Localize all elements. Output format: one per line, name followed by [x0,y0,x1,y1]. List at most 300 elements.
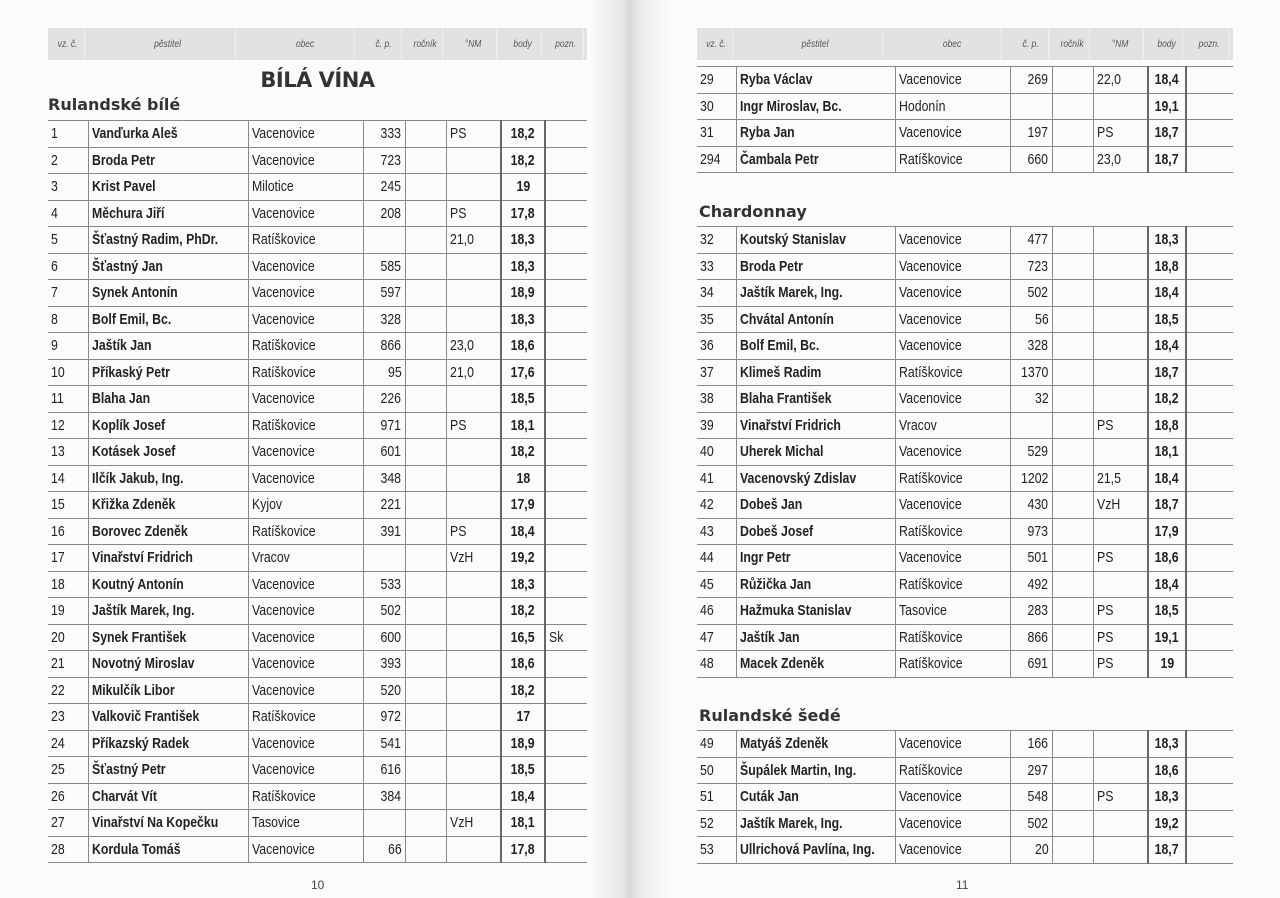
table-row [697,359,1233,386]
cell-village [248,253,363,280]
table-row [48,492,587,519]
cell-village [895,120,1010,147]
cell-village [248,227,363,254]
house-number-text: 597 [380,284,402,302]
points-text: 18,3 [1155,735,1179,753]
entry-number-text: 27 [51,814,65,832]
village-text: Ratíškovice [251,787,316,805]
cell-grower [88,333,248,360]
cell-house-number [363,492,405,519]
points-text: 18,6 [1155,761,1179,779]
cell-entry-number [48,810,88,837]
cell-grower [88,810,248,837]
cell-village [248,439,363,466]
cell-vintage [1052,598,1093,625]
must-weight-text: PS [449,522,466,540]
table-row [697,784,1233,811]
cell-grower [88,571,248,598]
cell-house-number [1010,333,1052,360]
cell-points [501,465,545,492]
points-text: 18,7 [1155,841,1179,859]
cell-vintage [1052,624,1093,651]
cell-note [1186,280,1233,307]
must-weight-text: PS [1096,655,1113,673]
cell-grower [736,253,895,280]
cell-points [501,783,545,810]
cell-must-weight [1093,492,1148,519]
entry-number-text: 9 [51,337,58,355]
cell-must-weight [1093,624,1148,651]
entry-number-text: 33 [700,257,714,275]
cell-village [248,386,363,413]
cell-points [1148,545,1186,572]
entry-number-text: 48 [700,655,714,673]
table-row [697,280,1233,307]
village-text: Ratíškovice [251,231,316,249]
points-text: 17,9 [511,496,535,514]
must-weight-text: PS [1096,628,1113,646]
cell-grower [88,598,248,625]
village-text: Vacenovice [251,602,315,620]
results-table-rulandske-sede [697,730,1233,864]
entry-number-text: 20 [51,628,65,646]
cell-grower [736,333,895,360]
house-number-text: 502 [380,602,402,620]
house-number-text: 66 [387,840,402,858]
cell-village [895,492,1010,519]
cell-points [1148,280,1186,307]
house-number-text: 601 [380,443,402,461]
cell-entry-number [697,93,736,120]
cell-entry-number [697,571,736,598]
grower-text: Příkazský Radek [91,734,189,752]
house-number-text: 328 [1027,337,1049,355]
entry-number-text: 13 [51,443,65,461]
cell-grower [736,93,895,120]
entry-number-text: 24 [51,734,65,752]
cell-grower [88,174,248,201]
cell-points [501,253,545,280]
village-text: Vacenovice [898,284,962,302]
table-row [48,783,587,810]
entry-number-text: 32 [700,231,714,249]
grower-text: Ullrichová Pavlína, Ing. [739,841,875,859]
points-text: 18,8 [1155,257,1179,275]
entry-number-text: 23 [51,708,65,726]
grower-text: Klimeš Radim [739,363,821,381]
cell-must-weight [446,227,501,254]
grower-text: Blaha František [739,390,832,408]
grower-text: Broda Petr [91,151,155,169]
cell-must-weight [446,280,501,307]
cell-must-weight [1093,280,1148,307]
cell-points [1148,227,1186,254]
grower-text: Dobeš Josef [739,522,813,540]
cell-note [545,253,587,280]
cell-grower [88,147,248,174]
cell-vintage [405,677,446,704]
cell-vintage [405,783,446,810]
village-text: Vacenovice [251,310,315,328]
cell-must-weight [446,465,501,492]
cell-entry-number [48,677,88,704]
cell-entry-number [48,492,88,519]
cell-house-number [1010,731,1052,758]
points-text: 18,4 [1155,337,1179,355]
cell-points [1148,67,1186,94]
cell-house-number [363,333,405,360]
column-header-house-number: č. p. [366,28,402,60]
cell-points [1148,120,1186,147]
points-text: 18,9 [511,734,535,752]
points-text: 18,2 [511,443,535,461]
table-row [697,731,1233,758]
house-number-text: 501 [1027,549,1049,567]
cell-note [545,359,587,386]
table-row [697,757,1233,784]
cell-entry-number [697,598,736,625]
cell-must-weight [1093,120,1148,147]
column-header-village: obec [257,28,355,60]
cell-note [1186,465,1233,492]
cell-vintage [1052,439,1093,466]
points-text: 18,3 [1155,231,1179,249]
village-text: Ratíškovice [898,522,963,540]
grower-text: Hažmuka Stanislav [739,602,851,620]
cell-grower [88,306,248,333]
cell-must-weight [446,704,501,731]
table-row [697,227,1233,254]
points-text: 17,8 [511,204,535,222]
table-row [48,704,587,731]
cell-village [895,359,1010,386]
cell-village [895,571,1010,598]
cell-entry-number [697,253,736,280]
cell-must-weight [446,836,501,863]
cell-note [545,598,587,625]
cell-village [248,651,363,678]
cell-note [545,518,587,545]
cell-vintage [405,704,446,731]
cell-house-number [363,147,405,174]
cell-house-number [1010,624,1052,651]
column-header-entry-number: vz. č. [51,28,85,60]
cell-note [1186,333,1233,360]
entry-number-text: 2 [51,151,58,169]
cell-note [545,730,587,757]
cell-grower [736,571,895,598]
entry-number-text: 30 [700,97,714,115]
cell-vintage [1052,784,1093,811]
cell-entry-number [48,651,88,678]
grower-text: Ryba Jan [739,124,795,142]
house-number-text: 723 [1027,257,1049,275]
grower-text: Novotný Miroslav [91,655,195,673]
cell-note [545,465,587,492]
cell-points [1148,253,1186,280]
cell-vintage [405,121,446,148]
cell-note [545,306,587,333]
cell-village [895,412,1010,439]
points-text: 18,5 [511,761,535,779]
cell-village [895,598,1010,625]
house-number-text: 221 [380,496,402,514]
entry-number-text: 42 [700,496,714,514]
cell-vintage [405,518,446,545]
cell-vintage [405,280,446,307]
cell-must-weight [1093,386,1148,413]
cell-house-number [363,412,405,439]
must-weight-text: PS [1096,549,1113,567]
house-number-text: 328 [380,310,402,328]
house-number-text: 384 [380,787,402,805]
entry-number-text: 1 [51,125,58,143]
cell-house-number [363,545,405,572]
cell-vintage [1052,571,1093,598]
table-row [48,545,587,572]
points-text: 18,3 [511,231,535,249]
cell-note [1186,93,1233,120]
must-weight-text: VzH [1096,496,1120,514]
grower-text: Ingr Petr [739,549,791,567]
points-text: 18,2 [511,602,535,620]
village-text: Vacenovice [251,257,315,275]
cell-grower [88,677,248,704]
cell-vintage [405,651,446,678]
cell-points [501,200,545,227]
village-text: Vacenovice [251,204,315,222]
cell-must-weight [1093,810,1148,837]
entry-number-text: 44 [700,549,714,567]
must-weight-text: VzH [449,814,473,832]
cell-points [501,624,545,651]
house-number-text: 1370 [1021,363,1049,381]
cell-entry-number [48,598,88,625]
cell-grower [736,386,895,413]
cell-must-weight [446,730,501,757]
cell-must-weight [1093,412,1148,439]
cell-grower [736,784,895,811]
grower-text: Koplík Josef [91,416,165,434]
cell-house-number [1010,545,1052,572]
cell-grower [88,730,248,757]
entry-number-text: 294 [700,150,721,168]
cell-must-weight [446,492,501,519]
house-number-text: 973 [1027,522,1049,540]
cell-grower [736,359,895,386]
entry-number-text: 50 [700,761,714,779]
village-text: Vacenovice [898,814,962,832]
must-weight-text: PS [449,125,466,143]
cell-grower [736,757,895,784]
cell-points [501,333,545,360]
cell-village [248,624,363,651]
points-text: 18,7 [1155,496,1179,514]
cell-points [501,227,545,254]
cell-vintage [405,200,446,227]
cell-entry-number [48,730,88,757]
cell-must-weight [1093,67,1148,94]
cell-must-weight [1093,359,1148,386]
points-text: 18,3 [511,257,535,275]
cell-village [895,810,1010,837]
cell-note [545,757,587,784]
village-text: Vacenovice [251,125,315,143]
house-number-text: 269 [1027,71,1049,89]
cell-entry-number [697,651,736,678]
cell-village [248,783,363,810]
cell-village [895,518,1010,545]
must-weight-text: PS [1096,788,1113,806]
cell-note [545,571,587,598]
points-text: 18,2 [511,681,535,699]
cell-entry-number [48,121,88,148]
cell-village [895,465,1010,492]
cell-entry-number [697,359,736,386]
cell-must-weight [446,253,501,280]
cell-points [501,174,545,201]
cell-village [248,545,363,572]
entry-number-text: 36 [700,337,714,355]
table-row [48,174,587,201]
cell-vintage [405,412,446,439]
points-text: 18,4 [511,522,535,540]
cell-vintage [1052,518,1093,545]
village-text: Vacenovice [251,469,315,487]
column-header-grower: pěstitel [100,28,236,60]
column-header-must-weight: °NM [450,28,497,60]
cell-grower [88,757,248,784]
cell-grower [736,545,895,572]
table-row [697,439,1233,466]
table-row [48,677,587,704]
entry-number-text: 45 [700,575,714,593]
cell-house-number [363,651,405,678]
cell-grower [736,810,895,837]
entry-number-text: 17 [51,549,65,567]
cell-village [248,412,363,439]
cell-grower [736,67,895,94]
cell-points [1148,146,1186,173]
cell-entry-number [48,227,88,254]
cell-grower [736,518,895,545]
cell-grower [88,783,248,810]
cell-vintage [405,386,446,413]
points-text: 18,6 [1155,549,1179,567]
column-header-vintage: ročník [408,28,443,60]
cell-entry-number [48,200,88,227]
table-row [697,146,1233,173]
cell-grower [736,731,895,758]
entry-number-text: 4 [51,204,58,222]
table-row [48,412,587,439]
cell-house-number [363,624,405,651]
points-text: 17,9 [1155,522,1179,540]
grower-text: Ryba Václav [739,71,812,89]
cell-entry-number [697,757,736,784]
cell-points [1148,571,1186,598]
cell-note [1186,412,1233,439]
cell-house-number [363,253,405,280]
cell-note [1186,227,1233,254]
cell-vintage [405,730,446,757]
house-number-text: 520 [380,681,402,699]
grower-text: Matyáš Zdeněk [739,735,828,753]
table-row [48,465,587,492]
cell-vintage [1052,67,1093,94]
cell-vintage [1052,465,1093,492]
points-text: 18,1 [511,814,535,832]
points-text: 19,2 [1155,814,1179,832]
book-spine [590,0,670,898]
cell-note [545,624,587,651]
cell-house-number [1010,146,1052,173]
cell-grower [88,227,248,254]
grower-text: Synek Antonín [91,284,178,302]
cell-house-number [1010,253,1052,280]
cell-note [1186,837,1233,864]
grower-text: Šťastný Petr [91,761,166,779]
cell-must-weight [1093,253,1148,280]
house-number-text: 226 [380,390,402,408]
table-row [697,545,1233,572]
table-row [697,651,1233,678]
points-text: 18,2 [511,151,535,169]
cell-must-weight [1093,545,1148,572]
cell-house-number [363,783,405,810]
cell-house-number [1010,280,1052,307]
cell-entry-number [697,120,736,147]
grower-text: Kordula Tomáš [91,840,181,858]
grower-text: Cuták Jan [739,788,799,806]
cell-village [248,465,363,492]
cell-vintage [1052,492,1093,519]
cell-vintage [1052,227,1093,254]
cell-entry-number [48,359,88,386]
cell-house-number [363,359,405,386]
entry-number-text: 52 [700,814,714,832]
cell-house-number [1010,810,1052,837]
house-number-text: 391 [380,522,402,540]
village-text: Vacenovice [898,788,962,806]
entry-number-text: 3 [51,178,58,196]
table-row [697,253,1233,280]
house-number-text: 56 [1034,310,1049,328]
village-text: Vacenovice [251,151,315,169]
cell-village [895,545,1010,572]
cell-must-weight [1093,465,1148,492]
cell-points [501,359,545,386]
cell-note [1186,306,1233,333]
section-heading-chardonnay: Chardonnay [699,202,807,221]
cell-note [545,280,587,307]
cell-village [895,227,1010,254]
cell-entry-number [697,333,736,360]
points-text: 19,1 [1155,628,1179,646]
village-text: Vacenovice [898,841,962,859]
cell-house-number [363,439,405,466]
cell-points [501,730,545,757]
house-number-text: 166 [1027,735,1049,753]
points-text: 18,4 [511,787,535,805]
cell-village [895,333,1010,360]
cell-note [545,677,587,704]
cell-note [545,147,587,174]
cell-entry-number [48,253,88,280]
results-table-rulandske-bile-cont [697,66,1233,173]
cell-entry-number [697,412,736,439]
cell-must-weight [446,333,501,360]
